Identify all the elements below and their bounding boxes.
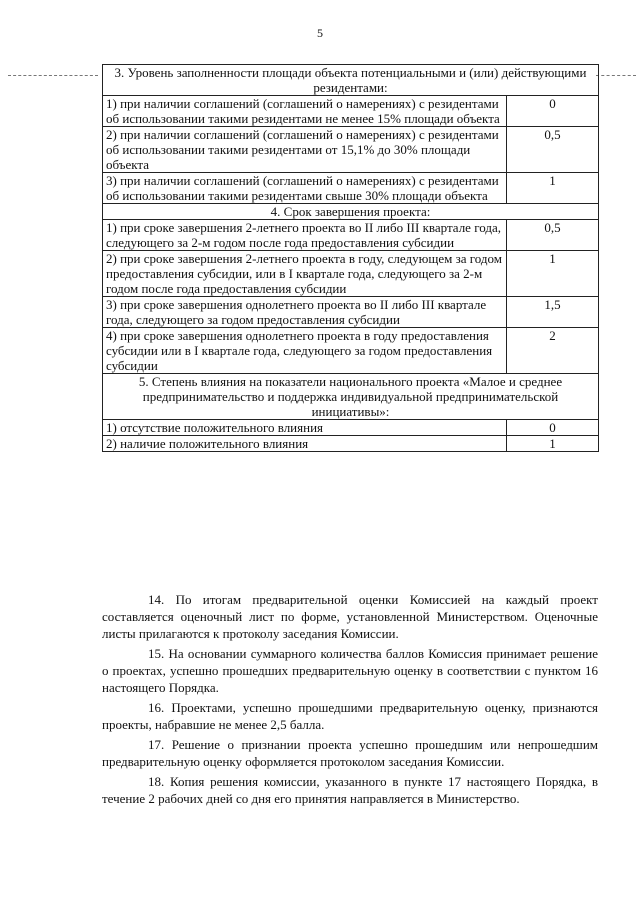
paragraph-14: 14. По итогам предварительной оценки Комиссией на каждый проект составляется оценочный лист по форме, установленной Министерством. Оценочные листы прилагаются к протоколу заседания Комиссии. — [102, 592, 598, 641]
criterion-text: 2) при сроке завершения 2-летнего проекта в году, следующем за годом предоставления субсидии, или в I квартале года, следующего за 2-м годом после года предоставления субсидии — [103, 251, 507, 297]
criterion-text: 1) при наличии соглашений (соглашений о намерениях) с резидентами об использовании такими резидентами не менее 15% площади объекта — [103, 96, 507, 127]
section-title-4: 4. Срок завершения проекта: — [103, 204, 599, 220]
criterion-row — [103, 220, 599, 251]
criterion-row — [103, 297, 599, 328]
criterion-score: 0,5 — [507, 220, 599, 251]
scan-artifact-line-right — [596, 75, 636, 76]
criterion-score: 0,5 — [507, 127, 599, 173]
criterion-score: 2 — [507, 328, 599, 374]
criterion-text: 3) при сроке завершения однолетнего проекта во II либо III квартале года, следующего за годом предоставления субсидии — [103, 297, 507, 328]
body-text — [102, 591, 598, 810]
paragraph-17: 17. Решение о признании проекта успешно прошедшим или непрошедшим предварительную оценку оформляется протоколом заседания Комиссии. — [102, 737, 598, 769]
page-number: 5 — [317, 26, 323, 40]
criterion-text: 2) при наличии соглашений (соглашений о намерениях) с резидентами об использовании такими резидентами от 15,1% до 30% площади объекта — [103, 127, 507, 173]
criterion-score: 0 — [507, 96, 599, 127]
criterion-text: 1) при сроке завершения 2-летнего проекта во II либо III квартале года, следующего за 2-м годом после года предоставления субсидии — [103, 220, 507, 251]
criterion-row — [103, 420, 599, 436]
section-header-row — [103, 204, 599, 220]
paragraph-15: 15. На основании суммарного количества баллов Комиссия принимает решение о проектах, успешно прошедших предварительную оценку в соответствии с пунктом 16 настоящего Порядка. — [102, 646, 598, 695]
criterion-score: 1 — [507, 251, 599, 297]
criterion-score: 0 — [507, 420, 599, 436]
paragraph-18: 18. Копия решения комиссии, указанного в пункте 17 настоящего Порядка, в течение 2 рабочих дней со дня его принятия направляется в Министерство. — [102, 774, 598, 806]
criterion-text: 1) отсутствие положительного влияния — [103, 420, 507, 436]
criterion-row — [103, 127, 599, 173]
criterion-text: 3) при наличии соглашений (соглашений о намерениях) с резидентами об использовании такими резидентами свыше 30% площади объекта — [103, 173, 507, 204]
scan-artifact-line-left — [8, 75, 98, 76]
section-header-row — [103, 374, 599, 420]
section-title-5: 5. Степень влияния на показатели национального проекта «Малое и среднее предпринимательство и поддержка индивидуальной предпринимательской инициативы»: — [103, 374, 599, 420]
section-title-3: 3. Уровень заполненности площади объекта потенциальными и (или) действующими резидентами: — [103, 65, 599, 96]
criterion-text: 4) при сроке завершения однолетнего проекта в году предоставления субсидии или в I квартале года, следующего за годом предоставления субсидии — [103, 328, 507, 374]
criterion-row — [103, 436, 599, 452]
criterion-score: 1 — [507, 173, 599, 204]
scoring-criteria-table — [102, 64, 599, 452]
criterion-score: 1,5 — [507, 297, 599, 328]
criterion-row — [103, 96, 599, 127]
criterion-row — [103, 251, 599, 297]
section-header-row — [103, 65, 599, 96]
criterion-text: 2) наличие положительного влияния — [103, 436, 507, 452]
paragraph-16: 16. Проектами, успешно прошедшими предварительную оценку, признаются проекты, набравшие не менее 2,5 балла. — [102, 700, 598, 732]
criterion-score: 1 — [507, 436, 599, 452]
criterion-row — [103, 173, 599, 204]
criterion-row — [103, 328, 599, 374]
